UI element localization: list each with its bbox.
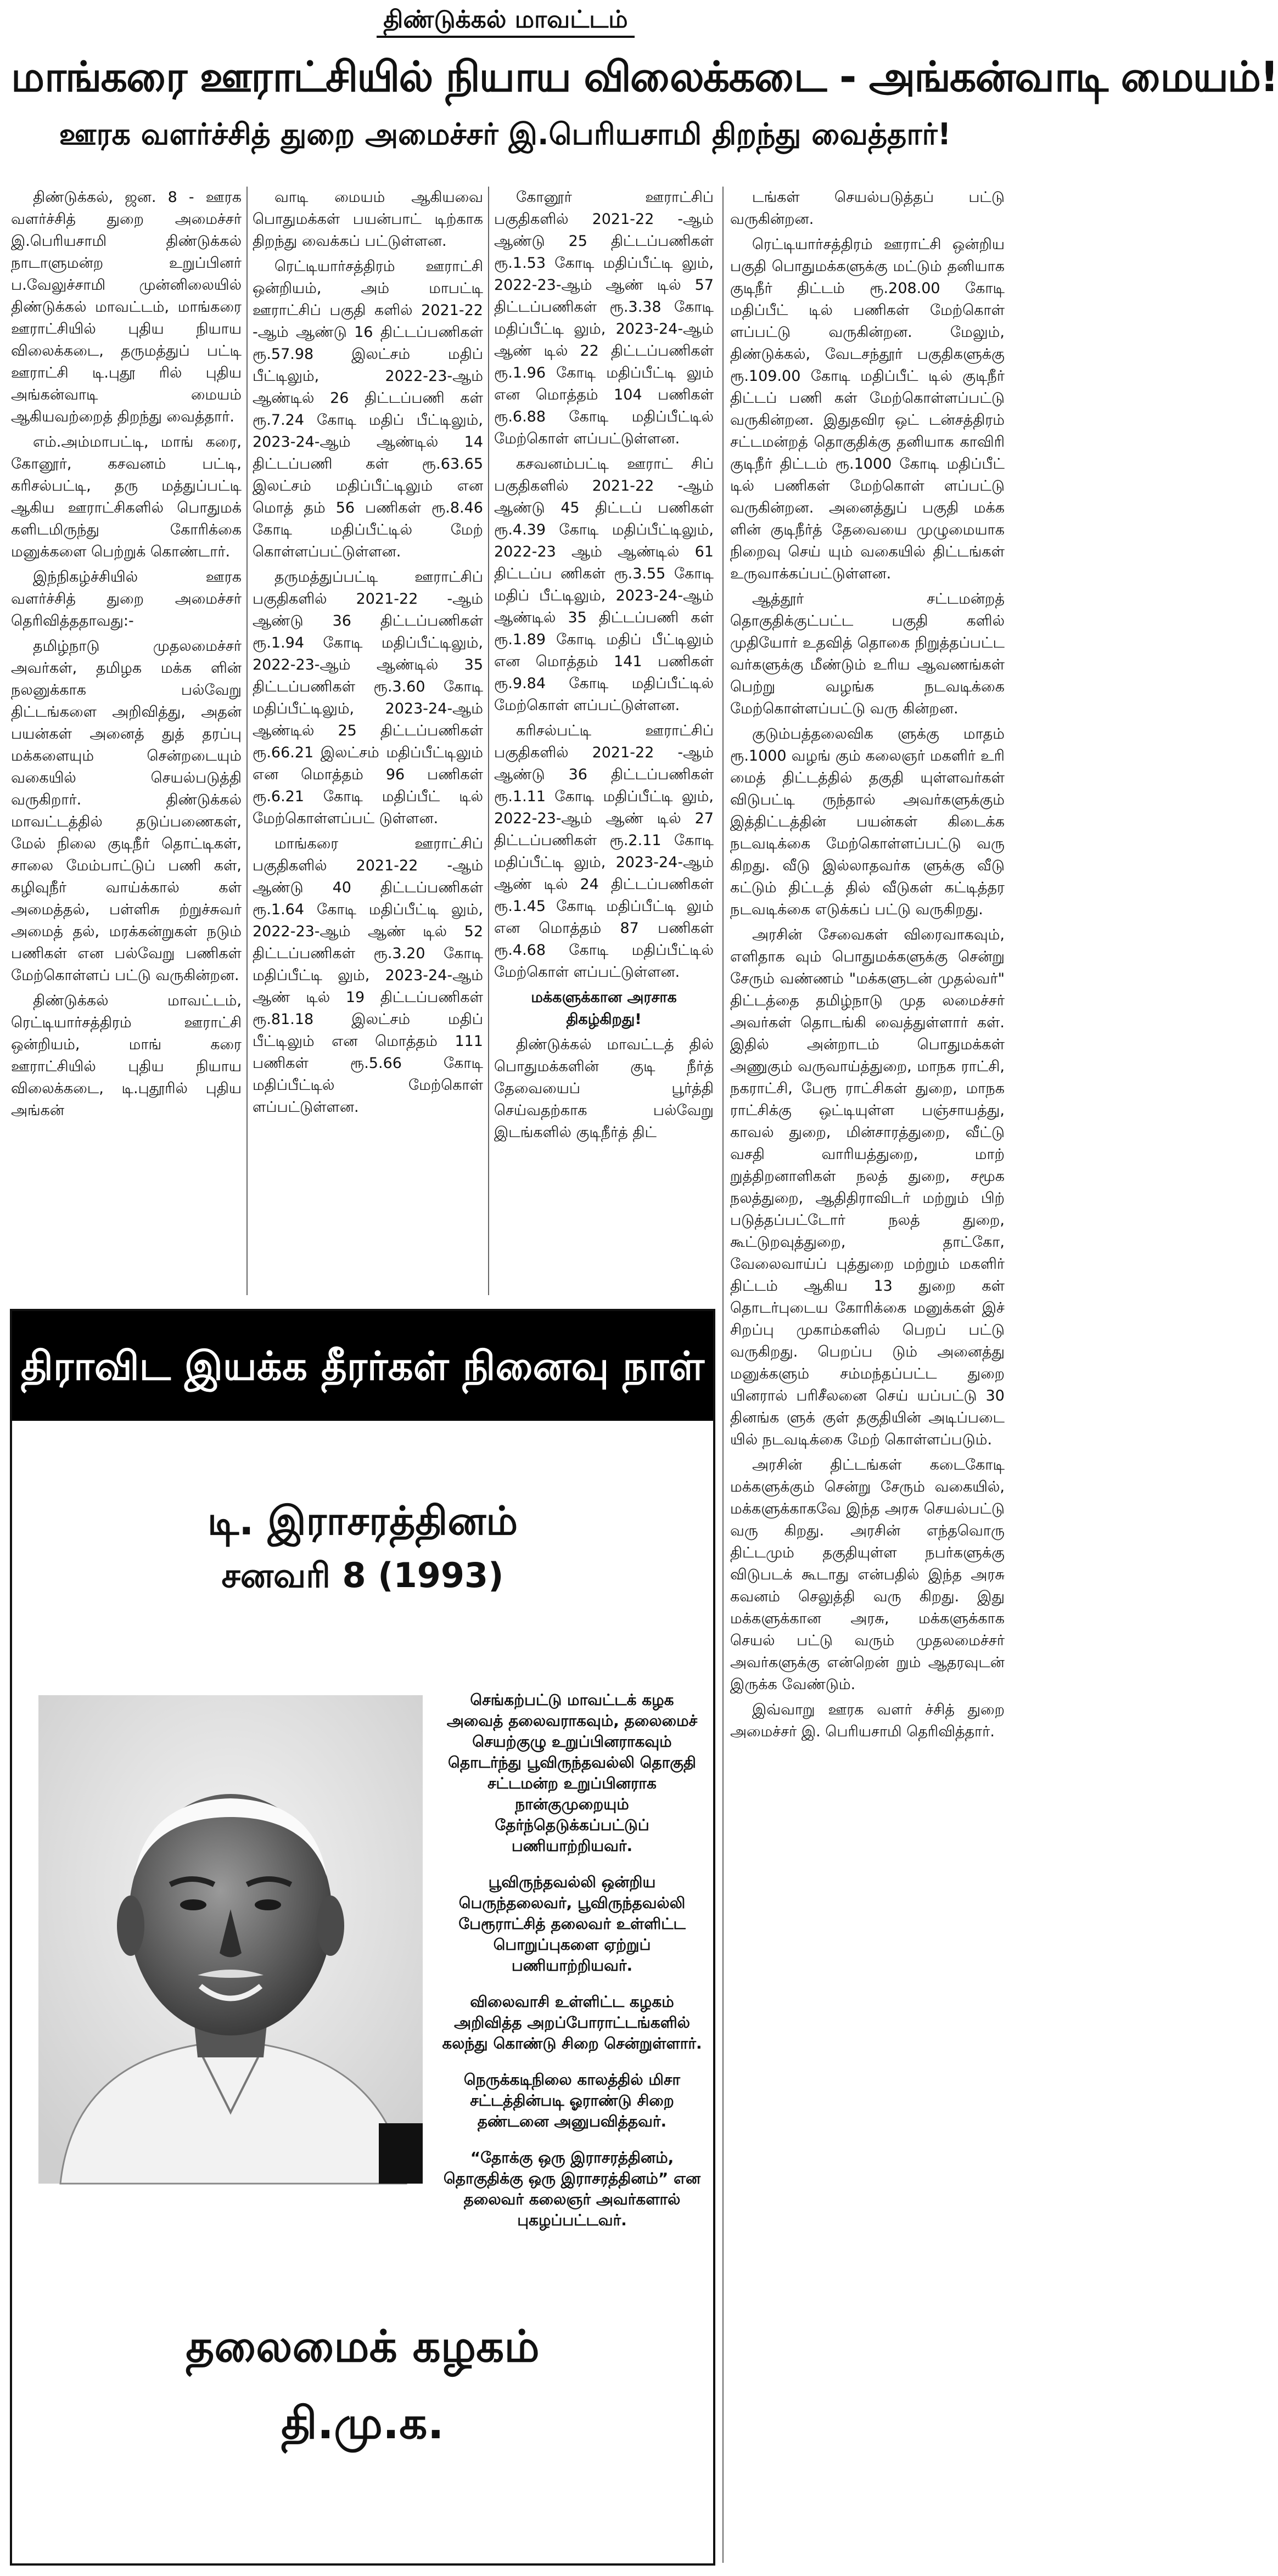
memorial-date: சனவரி 8 (1993) (221, 1555, 504, 1595)
memorial-notice (10, 1309, 715, 2566)
article-paragraph: கோனூர் ஊராட்சிப் பகுதிகளில் 2021-22 -ஆம் ஆண்டு 25 திட்டப்பணிகள் ரூ.1.53 கோடி மதிப்பீட்டி லும், 2022-23-ஆம் ஆண் டில் 57 திட்டப்பணிகள் ரூ.3.38 கோடி மதிப்பீட்டி லும், 2023-24-ஆம் ஆண் டில் 22 திட்டப்பணிகள் ரூ.1.96 கோடி மதிப்பீட்டி லும் என மொத்தம் 104 பணிகள் ரூ.6.88 கோடி மதிப்பீட்டில் மேற்கொள் ளப்பட்டுள்ளன. (494, 189, 714, 447)
column-rule (722, 187, 724, 2563)
subheadline: ஊரக வளர்ச்சித் துறை அமைச்சர் இ.பெரியசாமி திறந்து வைத்தார்! (59, 117, 951, 151)
article-column-1 (11, 187, 242, 1295)
article-column-3 (494, 187, 714, 1295)
article-paragraph: மாங்கரை ஊராட்சிப் பகுதிகளில் 2021-22 -ஆம் ஆண்டு 40 திட்டப்பணிகள் ரூ.1.64 கோடி மதிப்பீட்டி லும், 2022-23-ஆம் ஆண் டில் 52 திட்டப்பணிகள் ரூ.3.20 கோடி மதிப்பீட்டி லும், 2023-24-ஆம் ஆண் டில் 19 திட்டப்பணிகள் ரூ.81.18 இலட்சம் மதிப் பீட்டிலும் என மொத்தம் 111 பணிகள் ரூ.5.66 கோடி மதிப்பீட்டில் மேற்கொள் ளப்பட்டுள்ளன. (253, 835, 483, 1116)
article-paragraph: அரசின் திட்டங்கள் கடைகோடி மக்களுக்கும் சென்று சேரும் வகையில், மக்களுக்காகவே இந்த அரசு செயல்பட்டு வரு கிறது. அரசின் எந்தவொரு திட்டமும் தகுதியுள்ள நபர்களுக்கு விடுபடக் கூடாது என்பதில் இந்த அரசு கவனம் செலுத்தி வரு கிறது. இது மக்களுக்கான அரசு, மக்களுக்காக செயல் பட்டு வரும் முதலமைச்சர் அவர்களுக்கு என்றென் றும் ஆதரவுடன் இருக்க வேண்டும். (730, 1456, 1005, 1693)
article-paragraph: திண்டுக்கல் மாவட்டத் தில் பொதுமக்களின் குடி நீர்த் தேவையைப் பூர்த்தி செய்வதற்காக பல்வேறு இடங்களில் குடிநீர்த் திட் (494, 1036, 714, 1141)
article-paragraph: குடும்பத்தலைவிக ளுக்கு மாதம் ரூ.1000 வழங் கும் கலைஞர் மகளிர் உரி மைத் திட்டத்தில் தகுதி யுள்ளவர்கள் விடுபட்டி ருந்தால் அவர்களுக்கும் இத்திட்டத்தின் பயன்கள் கிடைக்க நடவடிக்கை மேற்கொள்ளப்பட்டு வரு கிறது. வீடு இல்லாதவர்க ளுக்கு வீடு கட்டும் திட்டத் தில் வீடுகள் கட்டித்தர நடவடிக்கை எடுக்கப் பட்டு வருகிறது. (730, 725, 1005, 918)
article-paragraph: அரசின் சேவைகள் விரைவாகவும், எளிதாக வும் பொதுமக்களுக்கு சென்று சேரும் வண்ணம் "மக்களுடன் முதல்வர்" திட்டத்தை தமிழ்நாடு முத லமைச்சர் அவர்கள் தொடங்கி வைத்துள்ளார் கள். இதில் அன்றாடம் பொதுமக்கள் அணுகும் வருவாய்த்துறை, மாநக ராட்சி, நகராட்சி, பேரூ ராட்சிகள் துறை, மாநக ராட்சிக்கு ஒட்டியுள்ள பஞ்சாயத்து, காவல் துறை, மின்சாரத்துறை, வீட்டு வசதி வாரியத்துறை, மாற் றுத்திறனாளிகள் நலத் துறை, சமூக நலத்துறை, ஆதிதிராவிடர் மற்றும் பிற் படுத்தப்பட்டோர் நலத் துறை, கூட்டுறவுத்துறை, தாட்கோ, வேலைவாய்ப் புத்துறை மற்றும் மகளிர் திட்டம் ஆகிய 13 துறை கள் தொடர்புடைய கோரிக்கை மனுக்கள் இச் சிறப்பு முகாம்களில் பெறப் பட்டு வருகிறது. பெறப்ப டும் அனைத்து மனுக்களும் சம்மந்தப்பட்ட துறை யினரால் பரிசீலனை செய் யப்பட்டு 30 தினங்க ளுக் குள் தகுதியின் அடிப்படை யில் நடவடிக்கை மேற் கொள்ளப்படும். (730, 926, 1005, 1448)
memorial-signature-line-2: தி.மு.க. (281, 2398, 444, 2449)
column-rule (246, 187, 248, 1295)
memorial-bio (440, 1690, 704, 2246)
portrait-icon (38, 1695, 423, 2184)
article-paragraph: திண்டுக்கல், ஜன. 8 - ஊரக வளர்ச்சித் துறை அமைச்சர் இ.பெரியசாமி திண்டுக்கல் நாடாளுமன்ற உறுப்பினர் ப.வேலுச்சாமி முன்னிலையில் திண்டுக்கல் மாவட்டம், மாங்கரை ஊராட்சியில் புதிய நியாய விலைக்கடை, தருமத்துப் பட்டி ஊராட்சி டி.புதூ ரில் புதிய அங்கன்வாடி மையம் ஆகியவற்றைத் திறந்து வைத்தார். (11, 189, 242, 425)
article-column-4 (730, 187, 1005, 2563)
article-paragraph: தருமத்துப்பட்டி ஊராட்சிப் பகுதிகளில் 2021-22 -ஆம் ஆண்டு 36 திட்டப்பணிகள் ரூ.1.94 கோடி மதிப்பீட்டிலும், 2022-23-ஆம் ஆண்டில் 35 திட்டப்பணிகள் ரூ.3.60 கோடி மதிப்பீட்டிலும், 2023-24-ஆம் ஆண்டில் 25 திட்டப்பணிகள் ரூ.66.21 இலட்சம் மதிப்பீட்டிலும் என மொத்தம் 96 பணிகள் ரூ.6.21 கோடி மதிப்பீட் டில் மேற்கொள்ளப்பட் டுள்ளன. (253, 569, 483, 827)
article-paragraph: டங்கள் செயல்படுத்தப் பட்டு வருகின்றன. (730, 189, 1005, 228)
article-paragraph: கசவனம்பட்டி ஊராட் சிப் பகுதிகளில் 2021-22 -ஆம் ஆண்டு 45 திட்டப் பணிகள் ரூ.4.39 கோடி மதிப்பீட்டிலும், 2022-23 ஆம் ஆண்டில் 61 திட்டப்ப ணிகள் ரூ.3.55 கோடி மதிப் பீட்டிலும், 2023-24-ஆம் ஆண்டில் 35 திட்டப்பணி கள் ரூ.1.89 கோடி மதிப் பீட்டிலும் என மொத்தம் 141 பணிகள் ரூ.9.84 கோடி மதிப்பீட்டில் மேற்கொள் ளப்பட்டுள்ளன. (494, 455, 714, 714)
article-paragraph: கரிசல்பட்டி ஊராட்சிப் பகுதிகளில் 2021-22 -ஆம் ஆண்டு 36 திட்டப்பணிகள் ரூ.1.11 கோடி மதிப்பீட்டி லும், 2022-23-ஆம் ஆண் டில் 27 திட்டப்பணிகள் ரூ.2.11 கோடி மதிப்பீட்டி லும், 2023-24-ஆம் ஆண் டில் 24 திட்டப்பணிகள் ரூ.1.45 கோடி மதிப்பீட்டி லும் என மொத்தம் 87 பணிகள் ரூ.4.68 கோடி மதிப்பீட்டில் மேற்கொள் ளப்பட்டுள்ளன. (494, 722, 714, 981)
column-rule (488, 187, 489, 1295)
bio-paragraph: செங்கற்பட்டு மாவட்டக் கழக அவைத் தலைவராகவும், தலைமைச் செயற்குழு உறுப்பினராகவும் தொடர்ந்து பூவிருந்தவல்லி தொகுதி சட்டமன்ற உறுப்பினராக நான்குமுறையும் தேர்ந்தெடுக்கப்பட்டுப் பணியாற்றியவர். (446, 1691, 698, 1855)
bio-paragraph: பூவிருந்தவல்லி ஒன்றிய பெருந்தலைவர், பூவிருந்தவல்லி பேரூராட்சித் தலைவர் உள்ளிட்ட பொறுப்புகளை ஏற்றுப் பணியாற்றியவர். (458, 1873, 686, 1975)
bio-paragraph: நெருக்கடிநிலை காலத்தில் மிசா சட்டத்தின்படி ஓராண்டு சிறை தண்டனை அனுபவித்தவர். (463, 2071, 681, 2130)
headline: மாங்கரை ஊராட்சியில் நியாய விலைக்கடை - அங்கன்வாடி மையம்! (11, 52, 1278, 101)
article-paragraph: ரெட்டியார்சத்திரம் ஊராட்சி ஒன்றியம், அம் மாபட்டி ஊராட்சிப் பகுதி களில் 2021-22 -ஆம் ஆண்டு 16 திட்டப்பணிகள் ரூ.57.98 இலட்சம் மதிப் பீட்டிலும், 2022-23-ஆம் ஆண்டில் 26 திட்டப்பணி கள் ரூ.7.24 கோடி மதிப் பீட்டிலும், 2023-24-ஆம் ஆண்டில் 14 திட்டப்பணி கள் ரூ.63.65 இலட்சம் மதிப்பீட்டிலும் என மொத் தம் 56 பணிகள் ரூ.8.46 கோடி மதிப்பீட்டில் மேற் கொள்ளப்பட்டுள்ளன. (253, 258, 483, 560)
memorial-banner: திராவிட இயக்க தீரர்கள் நினைவு நாள் (12, 1311, 713, 1421)
article-column-2 (253, 187, 483, 1295)
bio-paragraph: விலைவாசி உள்ளிட்ட கழகம் அறிவித்த அறப்போராட்டங்களில் கலந்து கொண்டு சிறை சென்றுள்ளார். (442, 1993, 702, 2052)
portrait-photo (38, 1695, 423, 2184)
section-heading: மக்களுக்கான அரசாக திகழ்கிறது! (531, 989, 677, 1028)
article-paragraph: திண்டுக்கல் மாவட்டம், ரெட்டியார்சத்திரம் ஊராட்சி ஒன்றியம், மாங் கரை ஊராட்சியில் புதிய நியாய விலைக்கடை, டி.புதூரில் புதிய அங்கன் (11, 992, 242, 1119)
article-paragraph: எம்.அம்மாபட்டி, மாங் கரை, கோனூர், கசவனம் பட்டி, கரிசல்பட்டி, தரு மத்துப்பட்டி ஆகிய ஊராட்சிகளில் பொதுமக் களிடமிருந்து கோரிக்கை மனுக்களை பெற்றுக் கொண்டார். (11, 434, 242, 560)
section-kicker: திண்டுக்கல் மாவட்டம் (0, 5, 1011, 37)
bio-paragraph: “தோக்கு ஒரு இராசரத்தினம், தொகுதிக்கு ஒரு இராசரத்தினம்” என தலைவர் கலைஞர் அவர்களால் புகழப்பட்டவர். (443, 2148, 701, 2229)
memorial-name: டி. இராசரத்தினம் (207, 1498, 518, 1544)
article-paragraph: இந்நிகழ்ச்சியில் ஊரக வளர்ச்சித் துறை அமைச்சர் தெரிவித்ததாவது:- (11, 569, 242, 629)
article-paragraph: வாடி மையம் ஆகியவை பொதுமக்கள் பயன்பாட் டிற்காக திறந்து வைக்கப் பட்டுள்ளன. (253, 189, 483, 250)
article-paragraph: தமிழ்நாடு முதலமைச்சர் அவர்கள், தமிழக மக்க ளின் நலனுக்காக பல்வேறு திட்டங்களை அறிவித்து, அதன் பயன்கள் அனைத் துத் தரப்பு மக்களையும் சென்றடையும் வகையில் செயல்படுத்தி வருகிறார். திண்டுக்கல் மாவட்டத்தில் தடுப்பணைகள், மேல் நிலை குடிநீர் தொட்டிகள், சாலை மேம்பாட்டுப் பணி கள், கழிவுநீர் வாய்க்கால் கள் அமைத்தல், பள்ளிசு ற்றுச்சுவர் அமைத் தல், மரக்கன்றுகள் நடும் பணிகள் என பல்வேறு பணிகள் மேற்கொள்ளப் பட்டு வருகின்றன. (11, 638, 242, 984)
article-paragraph: ரெட்டியார்சத்திரம் ஊராட்சி ஒன்றிய பகுதி பொதுமக்களுக்கு மட்டும் தனியாக குடிநீர் திட்டம் ரூ.208.00 கோடி மதிப்பீட் டில் பணிகள் மேற்கொள் ளப்பட்டு வருகின்றன. மேலும், திண்டுக்கல், வேடசந்தூர் பகுதிகளுக்கு ரூ.109.00 கோடி மதிப்பீட் டில் குடிநீர் திட்டப் பணி கள் மேற்கொள்ளப்பட்டு வருகின்றன. இதுதவிர ஒட் டன்சத்திரம் சட்டமன்றத் தொகுதிக்கு தனியாக காவிரி குடிநீர் திட்டம் ரூ.1000 கோடி மதிப்பீட் டில் பணிகள் மேற்கொள் ளப்பட்டு வருகின்றன. அனைத்துப் பகுதி மக்க ளின் குடிநீர்த் தேவையை முழுமையாக நிறைவு செய் யும் வகையில் திட்டங்கள் உருவாக்கப்பட்டுள்ளன. (730, 236, 1005, 582)
memorial-signature-line-1: தலைமைக் கழகம் (186, 2321, 540, 2372)
article-paragraph: இவ்வாறு ஊரக வளர் ச்சித் துறை அமைச்சர் இ. பெரியசாமி தெரிவித்தார். (730, 1701, 1005, 1740)
article-paragraph: ஆத்தூர் சட்டமன்றத் தொகுதிக்குட்பட்ட பகுதி களில் முதியோர் உதவித் தொகை நிறுத்தப்பட்ட வர்களுக்கு மீண்டும் உரிய ஆவணங்கள் பெற்று வழங்க நடவடிக்கை மேற்கொள்ளப்பட்டு வரு கின்றன. (730, 590, 1005, 717)
